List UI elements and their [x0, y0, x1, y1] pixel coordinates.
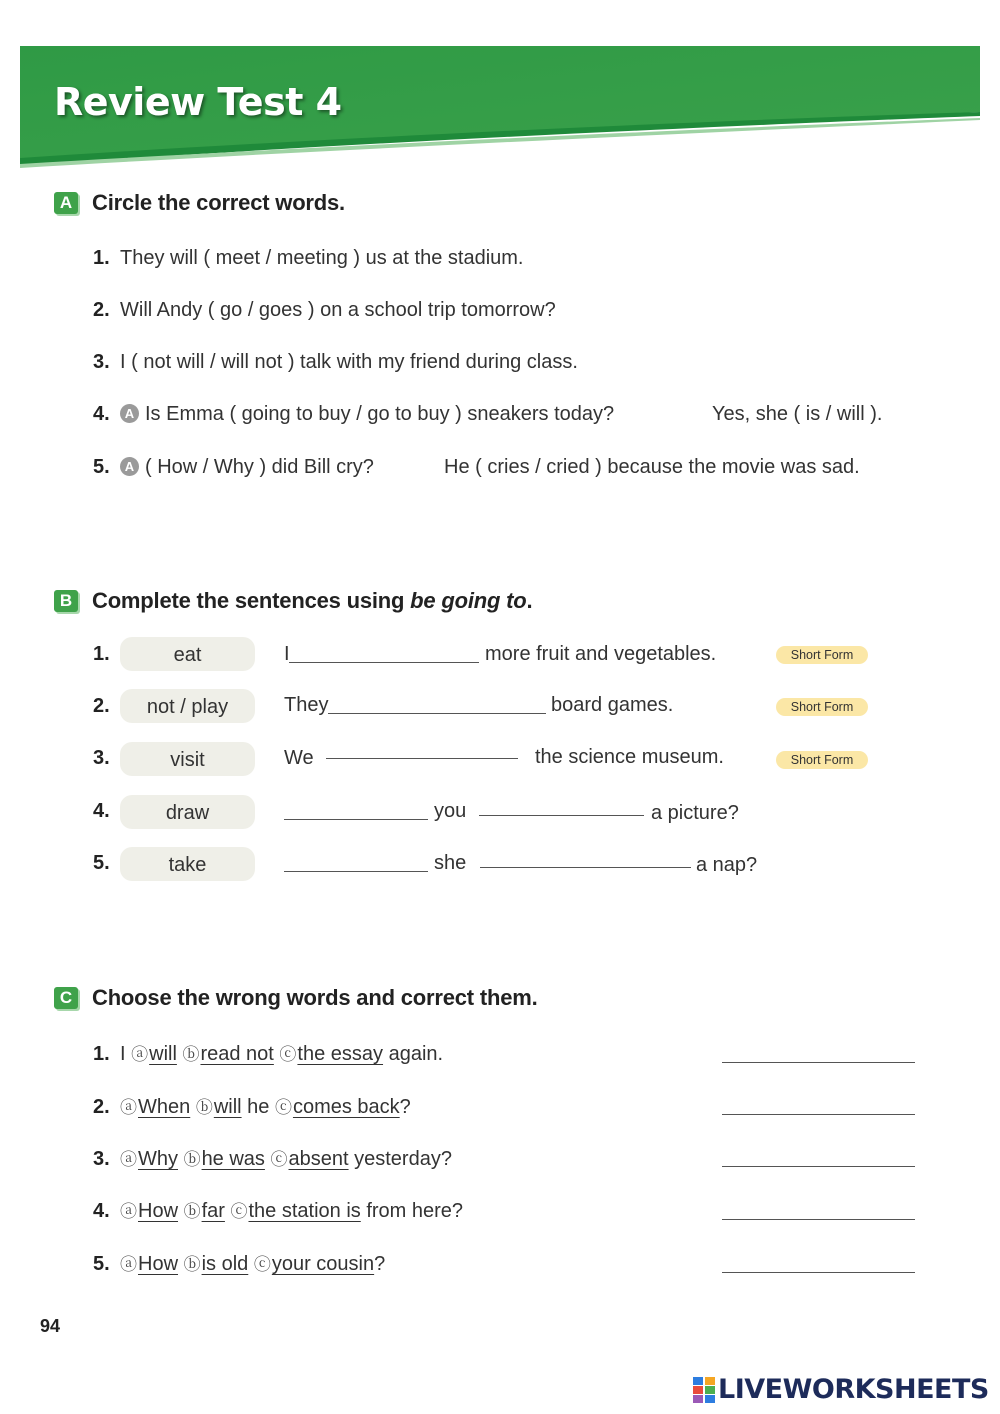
- c-item-1-pre: I: [120, 1043, 132, 1065]
- section-b-title: [92, 588, 532, 614]
- a-item-2-text[interactable]: Will Andy ( go / goes ) on a school trip tomorrow?: [120, 299, 556, 321]
- c-item-2-option-b[interactable]: will: [213, 1096, 242, 1118]
- section-c-heading: [54, 985, 538, 1011]
- marker-b-icon: ⓑ: [183, 1255, 201, 1274]
- c-item-2-option-c[interactable]: comes back: [292, 1096, 400, 1118]
- marker-a-icon: ⓐ: [120, 1255, 137, 1274]
- b-item-1-start: I: [284, 643, 290, 665]
- a-item-4-question-text: Is Emma ( going to buy / go to buy ) sneakers today?: [145, 403, 615, 425]
- c-item-5-option-a[interactable]: How: [138, 1253, 179, 1275]
- marker-b-icon: ⓑ: [183, 1150, 201, 1169]
- b-item-5-blank-2[interactable]: [480, 867, 691, 868]
- liveworksheets-brand-text[interactable]: LIVEWORKSHEETS: [718, 1374, 989, 1405]
- marker-b-icon: ⓑ: [182, 1045, 200, 1064]
- b-item-5-blank-1[interactable]: [284, 871, 428, 872]
- c-item-2-post: ?: [399, 1096, 411, 1118]
- marker-c-icon: ⓒ: [274, 1098, 292, 1117]
- c-item-3-post: yesterday?: [348, 1148, 452, 1170]
- marker-c-icon: ⓒ: [279, 1045, 297, 1064]
- c-item-5-option-c[interactable]: your cousin: [271, 1253, 375, 1275]
- c-item-4-option-b[interactable]: far: [201, 1200, 225, 1222]
- a-item-4-answer[interactable]: Yes, she ( is / will ).: [712, 403, 883, 425]
- section-a-title: Circle the correct words.: [92, 190, 345, 215]
- c-item-3-sentence: [120, 1146, 452, 1173]
- c-item-3-option-a[interactable]: Why: [138, 1148, 178, 1170]
- c-item-4-number: 4.: [93, 1200, 110, 1222]
- a-item-5-number: 5.: [93, 456, 110, 478]
- c-item-5-answer-line[interactable]: [722, 1272, 915, 1273]
- b-item-3-start: We: [284, 747, 314, 769]
- section-b-heading: [54, 588, 532, 614]
- b-item-1-end: more fruit and vegetables.: [485, 643, 717, 665]
- c-item-5-post: ?: [374, 1253, 386, 1275]
- a-item-5-question-text: ( How / Why ) did Bill cry?: [145, 456, 374, 478]
- b-item-5-end: a nap?: [696, 854, 758, 876]
- a-item-3-text[interactable]: I ( not will / will not ) talk with my friend during class.: [120, 351, 578, 373]
- c-item-3-option-b[interactable]: he was: [201, 1148, 265, 1170]
- a-item-5-question[interactable]: [120, 454, 374, 480]
- liveworksheets-brand: [693, 1374, 989, 1405]
- c-item-2-option-a[interactable]: When: [138, 1096, 191, 1118]
- b-item-1-word-box: eat: [120, 637, 255, 671]
- c-item-5-number: 5.: [93, 1253, 110, 1275]
- b-item-2-end: board games.: [551, 694, 674, 716]
- section-c-title: Choose the wrong words and correct them.: [92, 985, 538, 1010]
- liveworksheets-logo-icon: [693, 1377, 715, 1403]
- b-item-3-number: 3.: [93, 747, 110, 769]
- marker-a-icon: ⓐ: [120, 1202, 137, 1221]
- b-item-2-start: They: [284, 694, 329, 716]
- section-a-badge: A: [54, 192, 78, 214]
- c-item-4-post: from here?: [360, 1200, 464, 1222]
- c-item-3-option-c[interactable]: absent: [288, 1148, 349, 1170]
- marker-c-icon: ⓒ: [270, 1150, 288, 1169]
- b-item-1-blank[interactable]: [289, 662, 479, 663]
- b-item-3-word-box: visit: [120, 742, 255, 776]
- c-item-1-number: 1.: [93, 1043, 110, 1065]
- c-item-4-answer-line[interactable]: [722, 1219, 915, 1220]
- short-form-badge: Short Form: [776, 751, 868, 769]
- b-item-2-number: 2.: [93, 695, 110, 717]
- section-b-title-prefix: Complete the sentences using: [92, 588, 411, 613]
- short-form-badge: Short Form: [776, 646, 868, 664]
- b-item-1-number: 1.: [93, 643, 110, 665]
- c-item-1-option-c[interactable]: the essay: [297, 1043, 384, 1065]
- page-number: 94: [40, 1316, 61, 1336]
- speaker-a-icon: A: [120, 404, 139, 423]
- section-b-title-italic: be going to: [410, 588, 527, 613]
- c-item-1-sentence: [120, 1041, 443, 1068]
- a-item-4-number: 4.: [93, 403, 110, 425]
- c-item-3-number: 3.: [93, 1148, 110, 1170]
- page-title: Review Test 4: [54, 80, 342, 124]
- c-item-1-post: again.: [383, 1043, 444, 1065]
- c-item-4-option-c[interactable]: the station is: [248, 1200, 361, 1222]
- b-item-4-blank-1[interactable]: [284, 819, 428, 820]
- b-item-4-word-box: draw: [120, 795, 255, 829]
- a-item-3-number: 3.: [93, 351, 110, 373]
- a-item-5-answer[interactable]: He ( cries / cried ) because the movie was sad.: [444, 456, 860, 478]
- b-item-4-end: a picture?: [651, 802, 739, 824]
- marker-c-icon: ⓒ: [253, 1255, 271, 1274]
- section-a-heading: [54, 190, 345, 216]
- marker-a-icon: ⓐ: [131, 1045, 149, 1064]
- a-item-1-number: 1.: [93, 247, 110, 269]
- marker-b-icon: ⓑ: [195, 1098, 213, 1117]
- b-item-5-mid: she: [434, 852, 467, 874]
- c-item-5-sentence: [120, 1251, 385, 1278]
- b-item-5-number: 5.: [93, 852, 110, 874]
- a-item-2-number: 2.: [93, 299, 110, 321]
- b-item-5-word-box: take: [120, 847, 255, 881]
- c-item-1-option-b[interactable]: read not: [200, 1043, 274, 1065]
- c-item-5-option-b[interactable]: is old: [201, 1253, 249, 1275]
- marker-a-icon: ⓐ: [120, 1098, 137, 1117]
- c-item-4-sentence: [120, 1198, 463, 1225]
- b-item-3-blank[interactable]: [326, 758, 518, 759]
- c-item-2-sentence: [120, 1094, 411, 1121]
- c-item-1-answer-line[interactable]: [722, 1062, 915, 1063]
- marker-b-icon: ⓑ: [183, 1202, 201, 1221]
- a-item-1-text[interactable]: They will ( meet / meeting ) us at the stadium.: [120, 247, 524, 269]
- b-item-4-blank-2[interactable]: [479, 815, 644, 816]
- b-item-3-end: the science museum.: [535, 746, 724, 768]
- c-item-2-mid: he: [241, 1096, 275, 1118]
- c-item-2-answer-line[interactable]: [722, 1114, 915, 1115]
- marker-a-icon: ⓐ: [120, 1150, 137, 1169]
- short-form-badge: Short Form: [776, 698, 868, 716]
- b-item-2-word-box: not / play: [120, 689, 255, 723]
- c-item-3-answer-line[interactable]: [722, 1166, 915, 1167]
- section-c-badge: C: [54, 987, 78, 1009]
- c-item-4-option-a[interactable]: How: [138, 1200, 179, 1222]
- b-item-4-number: 4.: [93, 800, 110, 822]
- b-item-4-mid: you: [434, 800, 467, 822]
- c-item-1-option-a[interactable]: will: [149, 1043, 177, 1065]
- marker-c-icon: ⓒ: [230, 1202, 248, 1221]
- section-b-badge: B: [54, 590, 78, 612]
- a-item-4-question[interactable]: [120, 401, 614, 427]
- speaker-a-icon: A: [120, 457, 139, 476]
- section-b-title-suffix: .: [526, 588, 533, 613]
- c-item-2-number: 2.: [93, 1096, 110, 1118]
- b-item-2-blank[interactable]: [328, 713, 546, 714]
